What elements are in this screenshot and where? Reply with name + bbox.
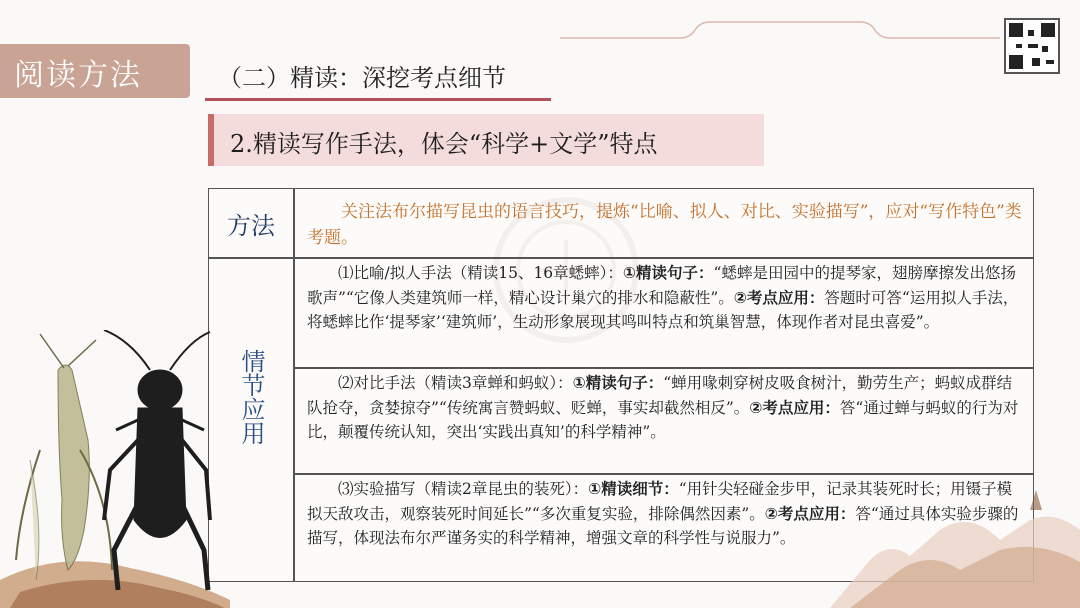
row-heading: ⑴比喻/拟人手法（精读15、16章蟋蟀）： bbox=[338, 264, 623, 282]
table-row-divider bbox=[209, 257, 1033, 259]
method-label: 方法 bbox=[227, 211, 275, 240]
qr-code bbox=[1004, 18, 1060, 74]
row-text: 答题时可答“运用拟人手法，将蟋蟀比作‘提琴家’‘建筑师’，生动形象展现其鸣叫特点和筑巢智慧，体现作者对昆虫喜爱”。 bbox=[307, 288, 1019, 331]
row-text: “蝉用喙刺穿树皮吸食树汁，勤劳生产；蚂蚁成群结队抢夺，贪婪掠夺”“传统寓言赞蚂蚁、贬蝉，事实却截然相反”。 bbox=[307, 374, 1013, 417]
row-tag: ①精读句子： bbox=[572, 374, 664, 392]
subtitle-underline bbox=[205, 98, 551, 101]
topic-banner-title: 2.精读写作手法，体会“科学+文学”特点 bbox=[230, 130, 658, 158]
decorative-header-line bbox=[560, 8, 1000, 44]
plot-application-label: 情节应用 bbox=[237, 349, 265, 445]
row-heading: ⑵对比手法（精读3章蝉和蚂蚁）： bbox=[338, 374, 573, 392]
banner-accent-bar bbox=[208, 114, 214, 166]
row-tag: ①精读句子： bbox=[622, 264, 714, 282]
topic-banner bbox=[208, 114, 764, 166]
row-tag: ②考点应用： bbox=[764, 504, 856, 523]
section-tag-label: 阅读方法 bbox=[14, 58, 142, 93]
row-heading: ⑶实验描写（精读2章昆虫的装死）： bbox=[338, 480, 589, 498]
row-text: “蟋蟀是田园中的提琴家，翅膀摩擦发出悠扬歌声”“它像人类建筑师一样，精心设计巢穴的排水和隐蔽性”。 bbox=[307, 264, 1016, 307]
row-tag: ①精读细节： bbox=[588, 480, 679, 498]
row-text: “用针尖轻碰金步甲，记录其装死时长；用镊子模拟天敌攻击，观察装死时间延长”“多次重复实验，排除偶然因素”。 bbox=[307, 480, 1013, 523]
row-text: 答“通过具体实验步骤的描写，体现法布尔严谨务实的科学精神，增强文章的科学性与说服力”。 bbox=[307, 504, 1019, 547]
table-row bbox=[307, 371, 1023, 445]
row-tag: ②考点应用： bbox=[733, 288, 825, 307]
insects-illustration bbox=[0, 330, 230, 608]
mountain-decoration bbox=[830, 470, 1080, 608]
row-tag: ②考点应用： bbox=[749, 398, 840, 417]
table-row-divider bbox=[293, 367, 1033, 369]
table-column-divider bbox=[293, 189, 295, 581]
section-tag bbox=[0, 44, 190, 98]
section-subtitle: （二）精读：深挖考点细节 bbox=[218, 64, 506, 92]
row-text: 答“通过蝉与蚂蚁的行为对比，颠覆传统认知，突出‘实践出真知’的科学精神”。 bbox=[307, 398, 1019, 441]
table-row bbox=[307, 261, 1023, 335]
method-description: 关注法布尔描写昆虫的语言技巧，提炼“比喻、拟人、对比、实验描写”，应对“写作特色”类考题。 bbox=[307, 202, 1022, 248]
